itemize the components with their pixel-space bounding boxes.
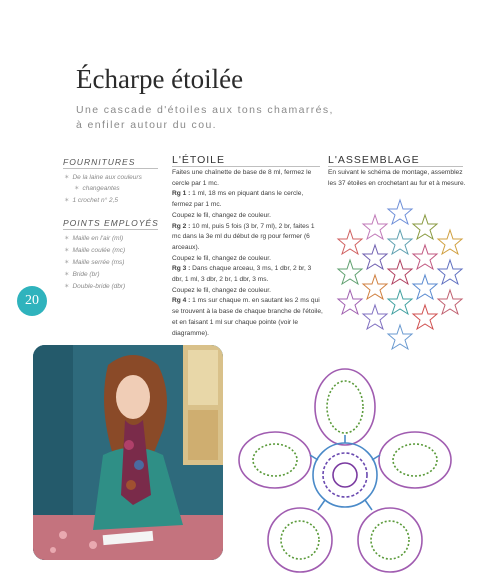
star-shape bbox=[363, 305, 387, 329]
etoile-change-1: Coupez le fil, changez de couleur. bbox=[172, 211, 271, 219]
star-shape bbox=[338, 260, 362, 284]
star-shape bbox=[338, 290, 362, 314]
petal-inner bbox=[253, 444, 297, 476]
star-shape bbox=[388, 325, 412, 349]
star-shape bbox=[413, 245, 437, 269]
etoile-row-2: Rg 2 : 10 ml, puis 5 fois (3 br, 7 ml), 2 br, faites 1 mc dans la 3e ml du début de rg pour fermer (6 arceaux). bbox=[172, 222, 315, 251]
star-shape bbox=[338, 230, 362, 254]
etoile-row-1: Rg 1 : 1 ml, 18 ms en piquant dans le cercle, fermez par 1 mc. bbox=[172, 190, 304, 209]
model-photo bbox=[33, 345, 223, 560]
star-assembly-diagram bbox=[335, 198, 465, 358]
petal-inner bbox=[371, 521, 409, 559]
petal-inner bbox=[393, 444, 437, 476]
page-title: Écharpe étoilée bbox=[76, 64, 244, 94]
fournitures-heading: FOURNITURES bbox=[63, 157, 136, 167]
page-number-badge: 20 bbox=[17, 286, 47, 316]
star-shape bbox=[438, 260, 462, 284]
etoile-change-2: Coupez le fil, changez de couleur. bbox=[172, 254, 271, 262]
points-item: ✶ Maille serrée (ms) bbox=[64, 257, 124, 268]
page-subtitle bbox=[76, 103, 376, 133]
petal-inner bbox=[327, 381, 363, 433]
star-shape bbox=[363, 275, 387, 299]
star-shape bbox=[388, 260, 412, 284]
subtitle-line-2: à enfiler autour du cou. bbox=[76, 119, 218, 131]
points-item: ✶ Bride (br) bbox=[64, 269, 100, 280]
star-shape bbox=[363, 215, 387, 239]
crochet-star-diagram bbox=[230, 365, 460, 580]
etoile-rule bbox=[172, 166, 320, 167]
fournitures-rule bbox=[63, 168, 158, 169]
points-item: ✶ Maille en l'air (ml) bbox=[64, 233, 123, 244]
petal-shape bbox=[379, 432, 451, 488]
etoile-change-3: Coupez le fil, changez de couleur. bbox=[172, 286, 271, 294]
points-rule bbox=[63, 229, 158, 230]
etoile-row-3: Rg 3 : Dans chaque arceau, 3 ms, 1 dbr, 2 br, 3 dbr, 1 ml, 3 dbr, 2 br, 1 dbr, 3 ms. bbox=[172, 265, 312, 284]
star-shape bbox=[438, 230, 462, 254]
assemblage-text: En suivant le schéma de montage, assemblez les 37 étoiles en crochetant au fur et à mesure. bbox=[328, 169, 466, 187]
star-shape bbox=[388, 230, 412, 254]
fournitures-item: ✶ 1 crochet n° 2,5 bbox=[64, 195, 118, 206]
etoile-intro: Faites une chaînette de base de 8 ml, fermez le cercle par 1 mc. bbox=[172, 169, 312, 187]
subtitle-line-1: Une cascade d'étoiles aux tons chamarrés, bbox=[76, 104, 334, 116]
star-shape bbox=[363, 245, 387, 269]
fournitures-item-cont: ✶ changeantes bbox=[64, 183, 120, 194]
star-shape bbox=[413, 215, 437, 239]
etoile-instructions bbox=[172, 168, 324, 339]
star-shape bbox=[388, 290, 412, 314]
points-item: ✶ Double-bride (dbr) bbox=[64, 281, 125, 292]
star-shape bbox=[413, 275, 437, 299]
petal-shape bbox=[358, 508, 422, 572]
center-ring bbox=[333, 463, 357, 487]
assemblage-heading: L'ASSEMBLAGE bbox=[328, 154, 420, 166]
points-heading: POINTS EMPLOYÉS bbox=[63, 218, 159, 228]
star-shape bbox=[438, 290, 462, 314]
etoile-heading: L'ÉTOILE bbox=[172, 154, 225, 166]
etoile-row-4: Rg 4 : 1 ms sur chaque m. en sautant les 2 ms qui se trouvent à la base de chaque branche de l'étoile, et en faisant 1 ml sur chaque pointe (voir le diagramme). bbox=[172, 297, 323, 337]
star-shape bbox=[388, 200, 412, 224]
assemblage-rule bbox=[328, 166, 463, 167]
petal-shape bbox=[268, 508, 332, 572]
petal-inner bbox=[281, 521, 319, 559]
points-item: ✶ Maille coulée (mc) bbox=[64, 245, 125, 256]
star-shape bbox=[413, 305, 437, 329]
center-ring bbox=[323, 453, 367, 497]
fournitures-item: ✶ De la laine aux couleurs bbox=[64, 172, 142, 183]
petal-shape bbox=[315, 369, 375, 445]
petal-shape bbox=[239, 432, 311, 488]
stitch-lines bbox=[310, 435, 380, 510]
